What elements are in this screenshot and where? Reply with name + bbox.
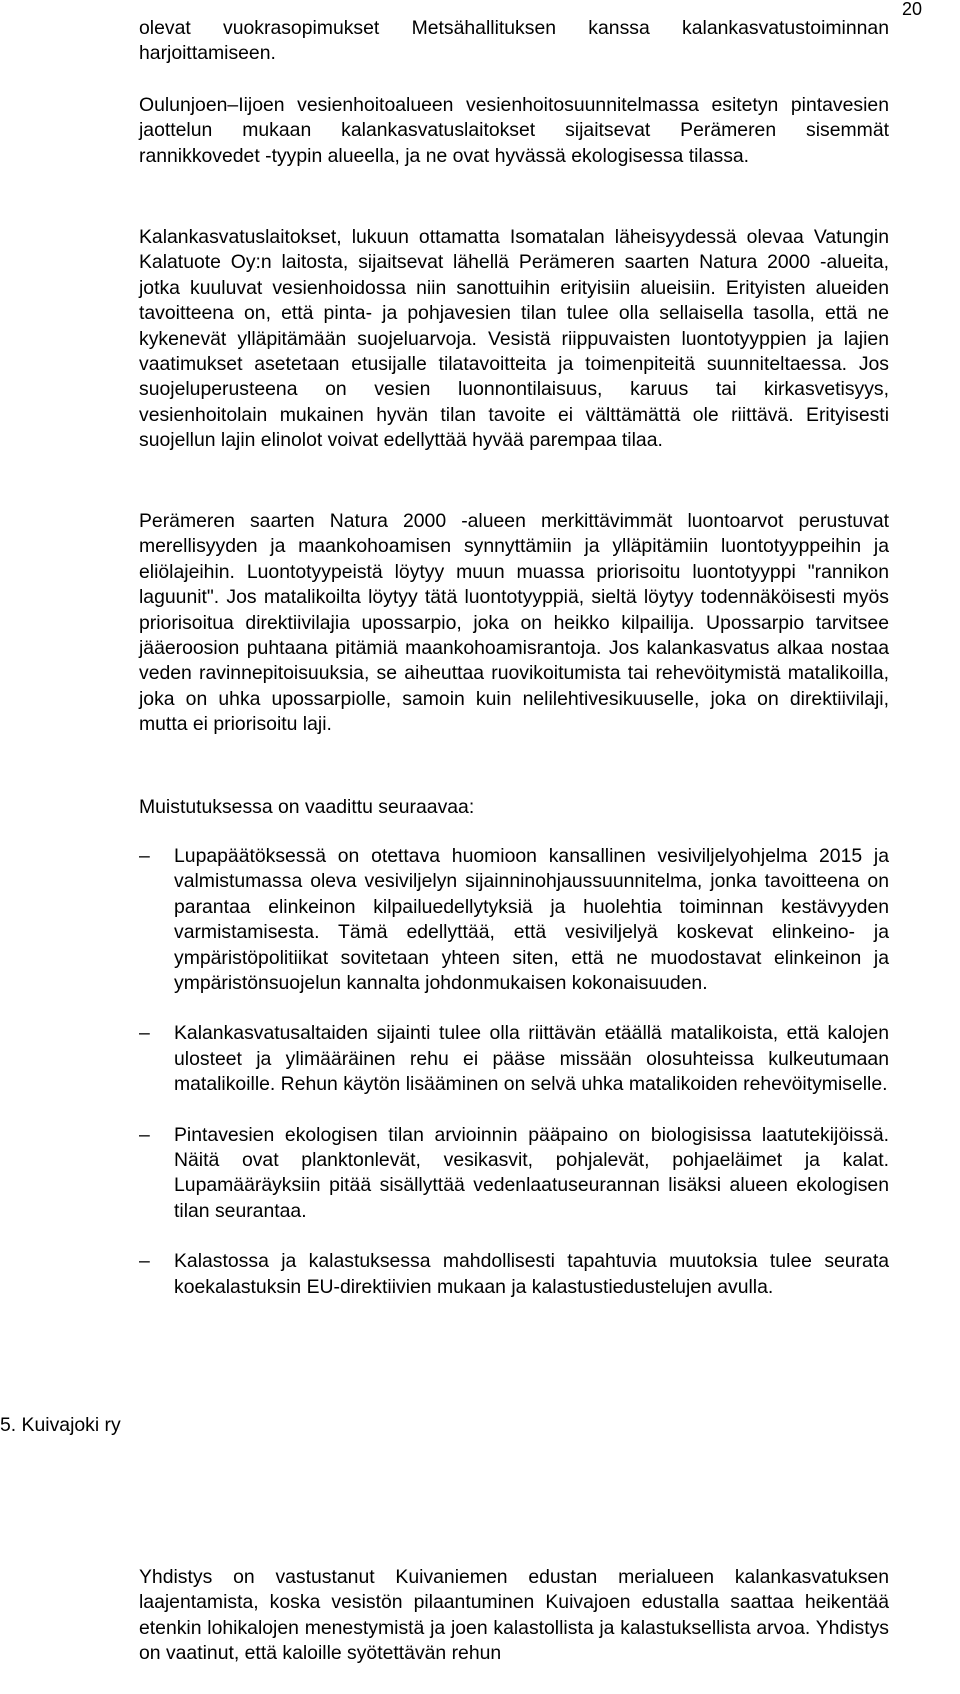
list-dash: – [139, 1022, 150, 1045]
paragraph-kuivajoki: Yhdistys on vastustanut Kuivaniemen edustan merialueen kalankasvatuksen laajentamista, koska vesistön pilaantuminen Kuivajoen edustalla saattaa heikentää etenkin lohikalojen menestymistä ja joen kalastollista ja kalastuksellista arvoa. Yhdistys on vaatinut, että kaloille syötettävän rehun [139, 1566, 889, 1665]
list-item-text: Lupapäätöksessä on otettava huomioon kansallinen vesiviljelyohjelma 2015 ja valmistumassa oleva vesiviljelyn sijainninohjaussuunnitelma, jonka tavoitteena on parantaa elinkeinon kilpailuedellytyksiä ja huolehtia toiminnan kestävyyden varmistamisesta. Tämä edellyttää, että vesiviljelyä koskevat elinkeino- ja ympäristöpolitiikat sovitetaan yhteen siten, että ne muodostavat elinkeinon ja ympäristönsuojelun kannalta johdonmukaisen kokonaisuuden. [174, 845, 889, 995]
list-item-text: Kalankasvatusaltaiden sijainti tulee olla riittävän etäällä matalikoista, että kalojen ulosteet ja ylimääräinen rehu ei pääse missään olosuhteissa kulkeutumaan matalikoille. Rehun käytön lisääminen on selvä uhka matalikoiden rehevöitymiselle. [174, 1022, 889, 1096]
paragraph-natura-values: Perämeren saarten Natura 2000 -alueen merkittävimmät luontoarvot perustuvat merellisyyden ja maankohoamisen synnyttämiin ja ylläpitämiin luontotyyppeihin ja eliölajeihin. Luontotyypeistä löytyy muun muassa priorisoitu luontotyyppi "rannikon laguunit". Jos matalikoilta löytyy tätä luontotyyppiä, sieltä löytyy todennäköisesti myös priorisoitua direktiivilajia upossarpio, joka on heikko kilpailija. Upossarpio tarvitsee jääeroosion puhtaana pitämiä maankohoamisrantoja. Jos kalankasvatus alkaa nostaa veden ravinnepitoisuuksia, se aiheuttaa ruovikoitumista tai rehevöitymistä matalikoilla, joka on uhka upossarpiolle, samoin kuin nelilehtivesikuuselle, joka on direktiivilaji, mutta ei priorisoitu laji. [139, 510, 889, 736]
list-item [139, 1123, 889, 1225]
paragraph-natura-areas: Kalankasvatuslaitokset, lukuun ottamatta Isomatalan läheisyydessä olevaa Vatungin Kalatuote Oy:n laitosta, sijaitsevat lähellä Perämeren saarten Natura 2000 -alueita, jotka kuuluvat vesienhoidossa niin sanottuihin erityisiin alueisiin. Erityisten alueiden tavoitteena on, että pinta- ja pohjavesien tilan tulee olla sellaisella tasolla, että ne kykenevät ylläpitämään suojeluarvoja. Vesistä riippuvaisten luontotyyppien ja lajien vaatimukset asetetaan etusijalle tilatavoitteita ja toimenpiteitä suunniteltaessa. Jos suojeluperusteena on vesien luonnontilaisuus, karuus tai kirkasvetisyys, vesienhoitolain mukainen hyvän tilan tavoite ei välttämättä ole riittävä. Erityisesti suojellun lajin elinolot voivat edellyttää hyvää parempaa tilaa. [139, 226, 889, 452]
paragraph-water-management: Oulunjoen–Iijoen vesienhoitoalueen vesienhoitosuunnitelmassa esitetyn pintavesien jaottelun mukaan kalankasvatuslaitokset sijaitsevat Perämeren sisemmät rannikkovedet -tyypin alueella, ja ne ovat hyvässä ekologisessa tilassa. [139, 94, 889, 167]
paragraph-requirements-intro: Muistutuksessa on vaadittu seuraavaa: [139, 796, 475, 818]
list-dash: – [139, 1123, 150, 1146]
list-item [139, 1249, 889, 1300]
list-item-text: Pintavesien ekologisen tilan arvioinnin pääpaino on biologisissa laatutekijöissä. Näitä ovat planktonlevät, vesikasvit, pohjalevät, pohjaeläimet ja kalat. Lupamääräyksiin pitää sisällyttää vedenlaatuseurannan lisäksi alueen ekologisen tilan seurantaa. [174, 1123, 889, 1222]
section-heading: 5. Kuivajoki ry [0, 1414, 121, 1436]
list-item-text: Kalastossa ja kalastuksessa mahdollisesti tapahtuvia muutoksia tulee seurata koekalastuksin EU-direktiivien mukaan ja kalastustiedustelujen avulla. [174, 1250, 889, 1298]
page-number: 20 [901, 0, 922, 19]
list-item [139, 844, 889, 996]
requirements-list [139, 844, 889, 1325]
list-dash: – [139, 845, 150, 867]
list-dash: – [139, 1250, 150, 1273]
list-item [139, 1021, 889, 1097]
paragraph-continued: olevat vuokrasopimukset Metsähallituksen kanssa kalankasvatustoiminnan harjoittamiseen. [139, 17, 889, 65]
